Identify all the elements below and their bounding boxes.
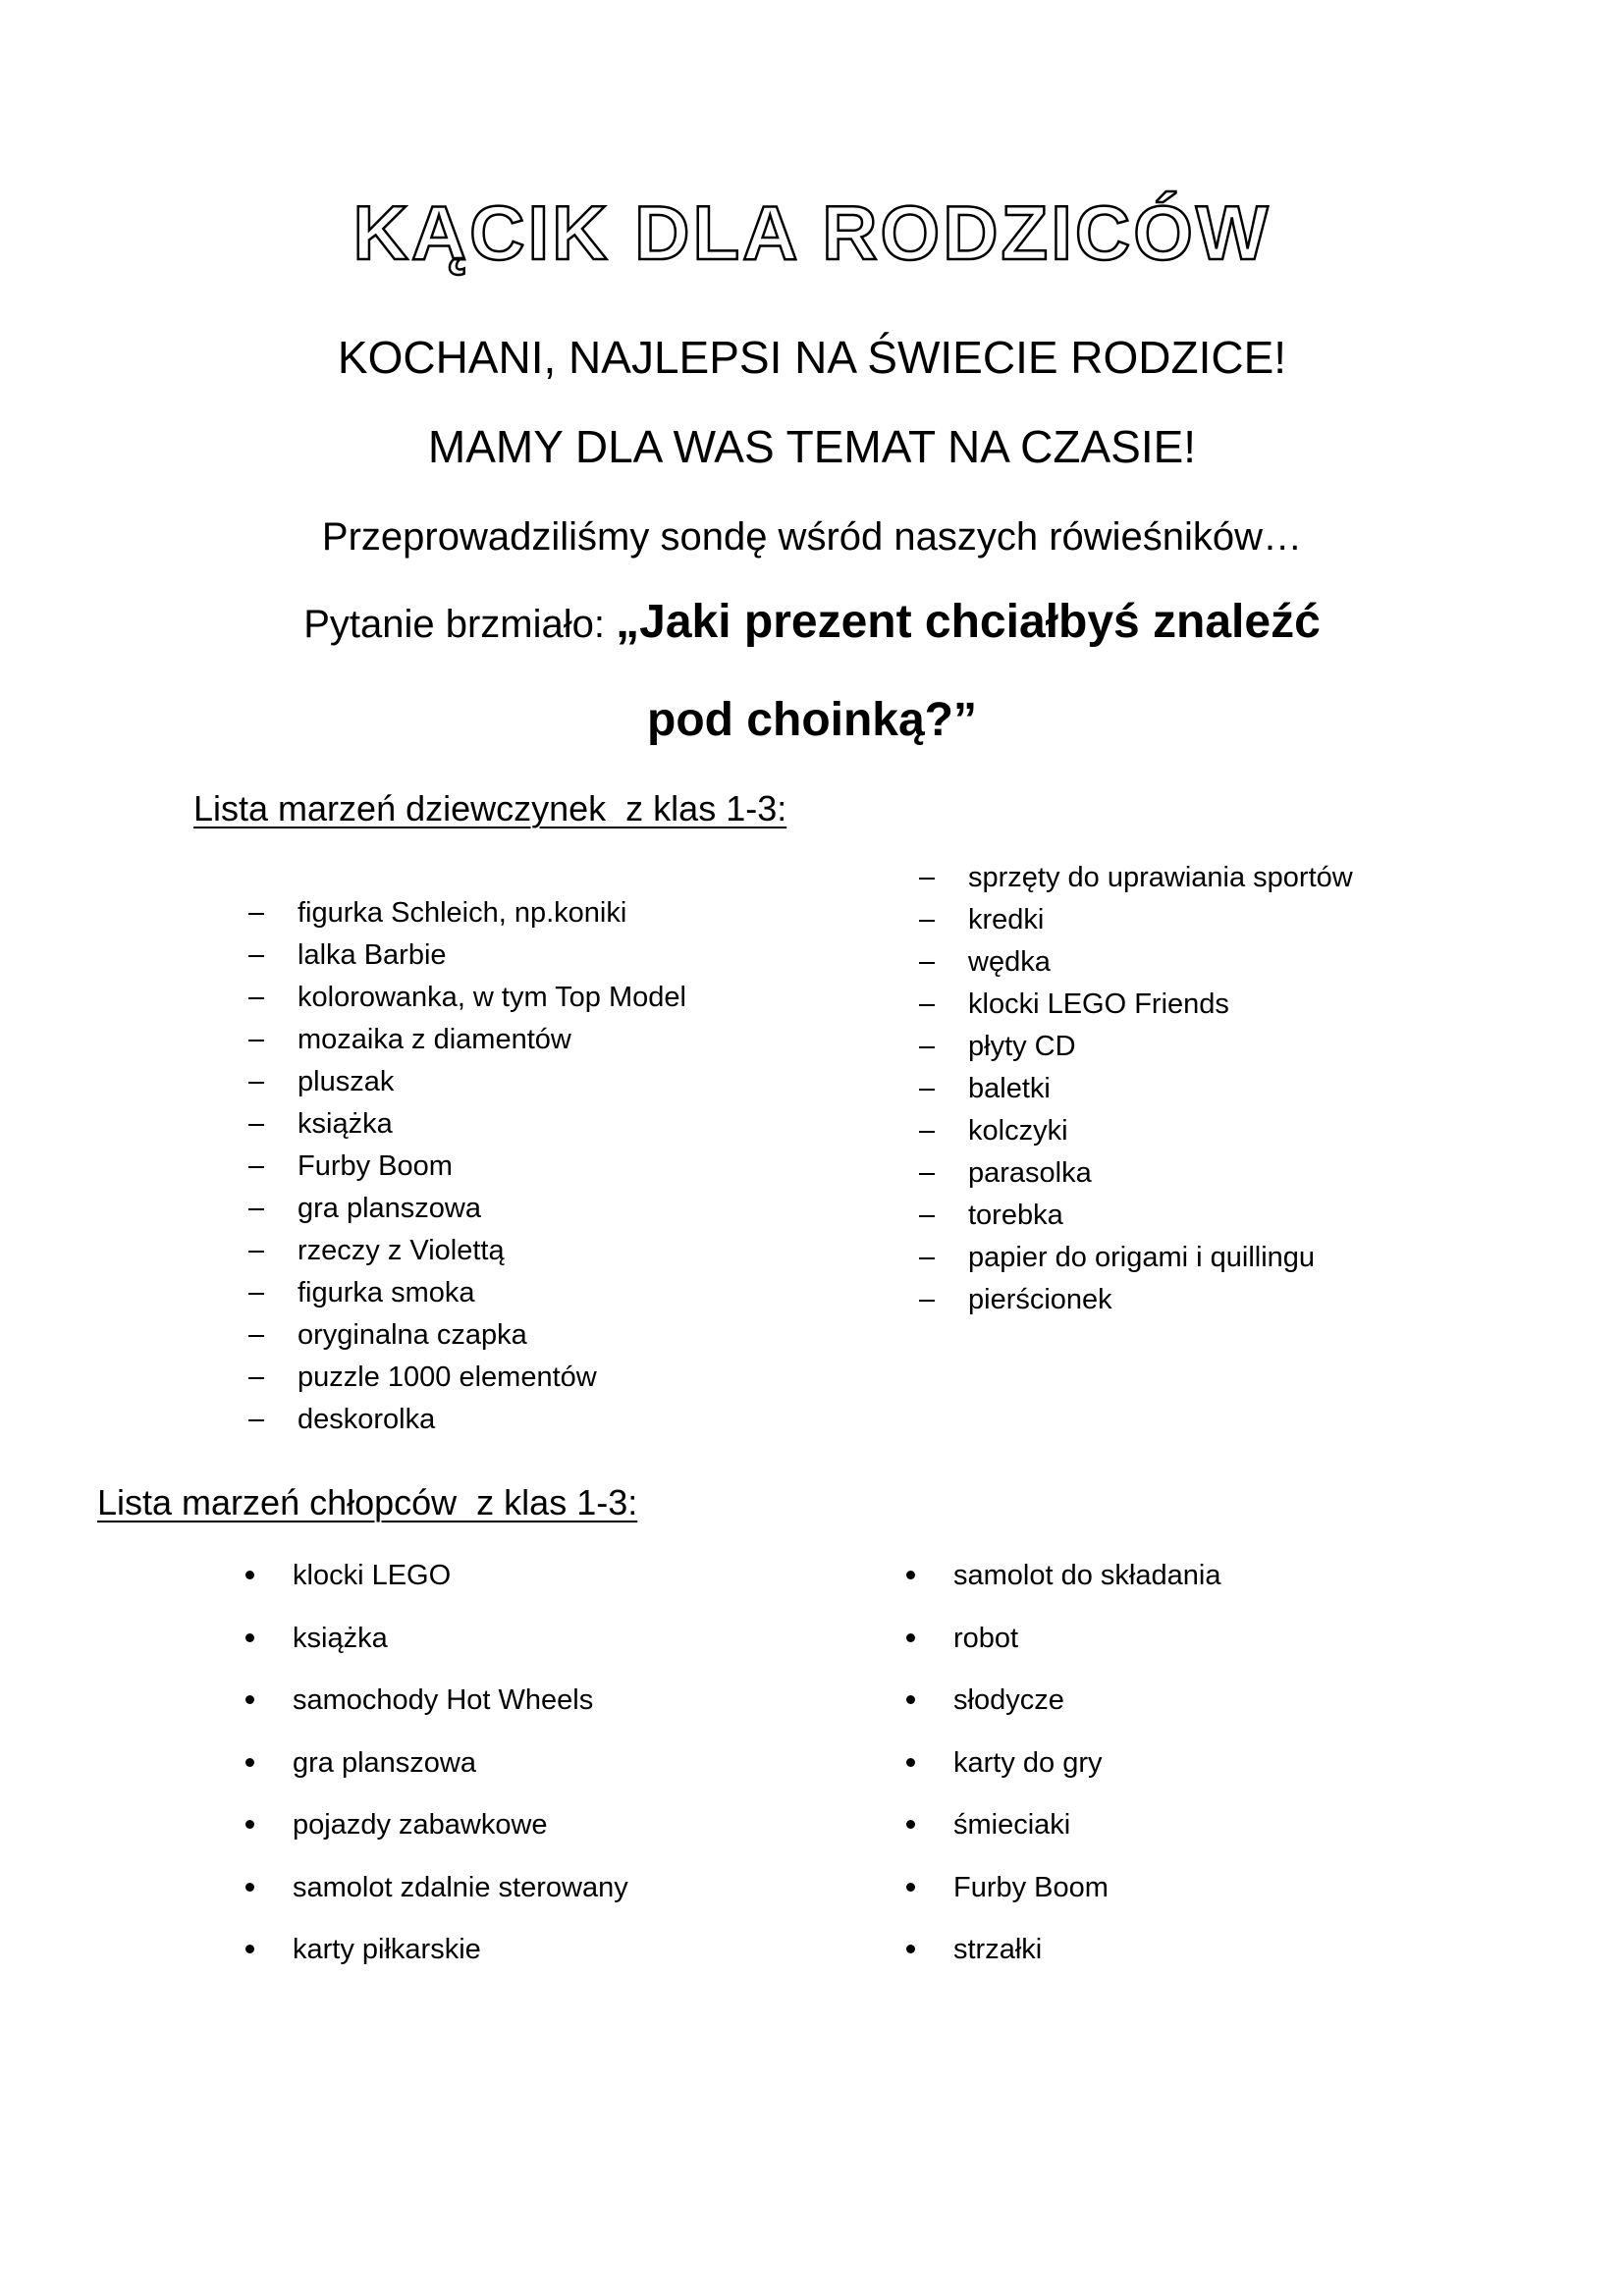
girls-list-heading: Lista marzeń dziewczynek z klas 1-3: [193, 788, 787, 828]
topic-line: MAMY DLA WAS TEMAT NA CZASIE! [427, 421, 1197, 472]
list-item: śmieciaki [904, 1811, 1220, 1874]
list-item: samolot zdalnie sterowany [244, 1874, 628, 1937]
list-item: robot [904, 1625, 1220, 1687]
list-item: figurka smoka [248, 1279, 686, 1321]
list-item: klocki LEGO Friends [919, 990, 1353, 1033]
list-item: klocki LEGO [244, 1562, 628, 1625]
girls-list-left [248, 899, 686, 1448]
list-item: słodycze [904, 1686, 1220, 1749]
list-item: pojazdy zabawkowe [244, 1811, 628, 1874]
list-item: książka [244, 1625, 628, 1687]
list-item: karty piłkarskie [244, 1936, 628, 1999]
list-item: sprzęty do uprawiania sportów [919, 864, 1353, 906]
list-item: płyty CD [919, 1033, 1353, 1075]
question-prefix: Pytanie brzmiało: [303, 603, 617, 646]
list-item: pierścionek [919, 1286, 1353, 1328]
list-item: torebka [919, 1201, 1353, 1244]
boys-list-left [244, 1562, 628, 1999]
list-item: samochody Hot Wheels [244, 1686, 628, 1749]
list-item: deskorolka [248, 1406, 686, 1448]
list-item: lalka Barbie [248, 941, 686, 984]
list-item: baletki [919, 1075, 1353, 1117]
list-item: karty do gry [904, 1749, 1220, 1812]
list-item: strzałki [904, 1936, 1220, 1999]
question-text-part1: „Jaki prezent chciałbyś znaleźć [616, 596, 1321, 648]
list-item: pluszak [248, 1068, 686, 1110]
list-item: parasolka [919, 1159, 1353, 1201]
question-text-part2: pod choinką?” [647, 694, 977, 746]
list-item: puzzle 1000 elementów [248, 1363, 686, 1406]
question-line [0, 596, 1624, 648]
list-item: kredki [919, 906, 1353, 948]
list-item: rzeczy z Violettą [248, 1237, 686, 1279]
list-item: wędka [919, 948, 1353, 990]
list-item: książka [248, 1110, 686, 1152]
list-item: mozaika z diamentów [248, 1026, 686, 1068]
list-item: papier do origami i quillingu [919, 1244, 1353, 1286]
girls-list-right [919, 864, 1353, 1328]
list-item: oryginalna czapka [248, 1321, 686, 1363]
list-item: Furby Boom [248, 1152, 686, 1195]
page-title: KĄCIK DLA RODZICÓW [352, 189, 1272, 276]
list-item: gra planszowa [244, 1749, 628, 1812]
list-item: samolot do składania [904, 1562, 1220, 1625]
list-item: kolorowanka, w tym Top Model [248, 984, 686, 1026]
question-line-2 [0, 694, 1624, 746]
greeting-line: KOCHANI, NAJLEPSI NA ŚWIECIE RODZICE! [337, 332, 1287, 383]
list-item: gra planszowa [248, 1195, 686, 1237]
list-item: kolczyki [919, 1117, 1353, 1159]
boys-list-heading: Lista marzeń chłopców z klas 1-3: [97, 1482, 638, 1522]
list-item: Furby Boom [904, 1874, 1220, 1937]
list-item: figurka Schleich, np.koniki [248, 899, 686, 941]
survey-line: Przeprowadziliśmy sondę wśród naszych rówieśników… [321, 515, 1303, 559]
boys-list-right [904, 1562, 1220, 1999]
